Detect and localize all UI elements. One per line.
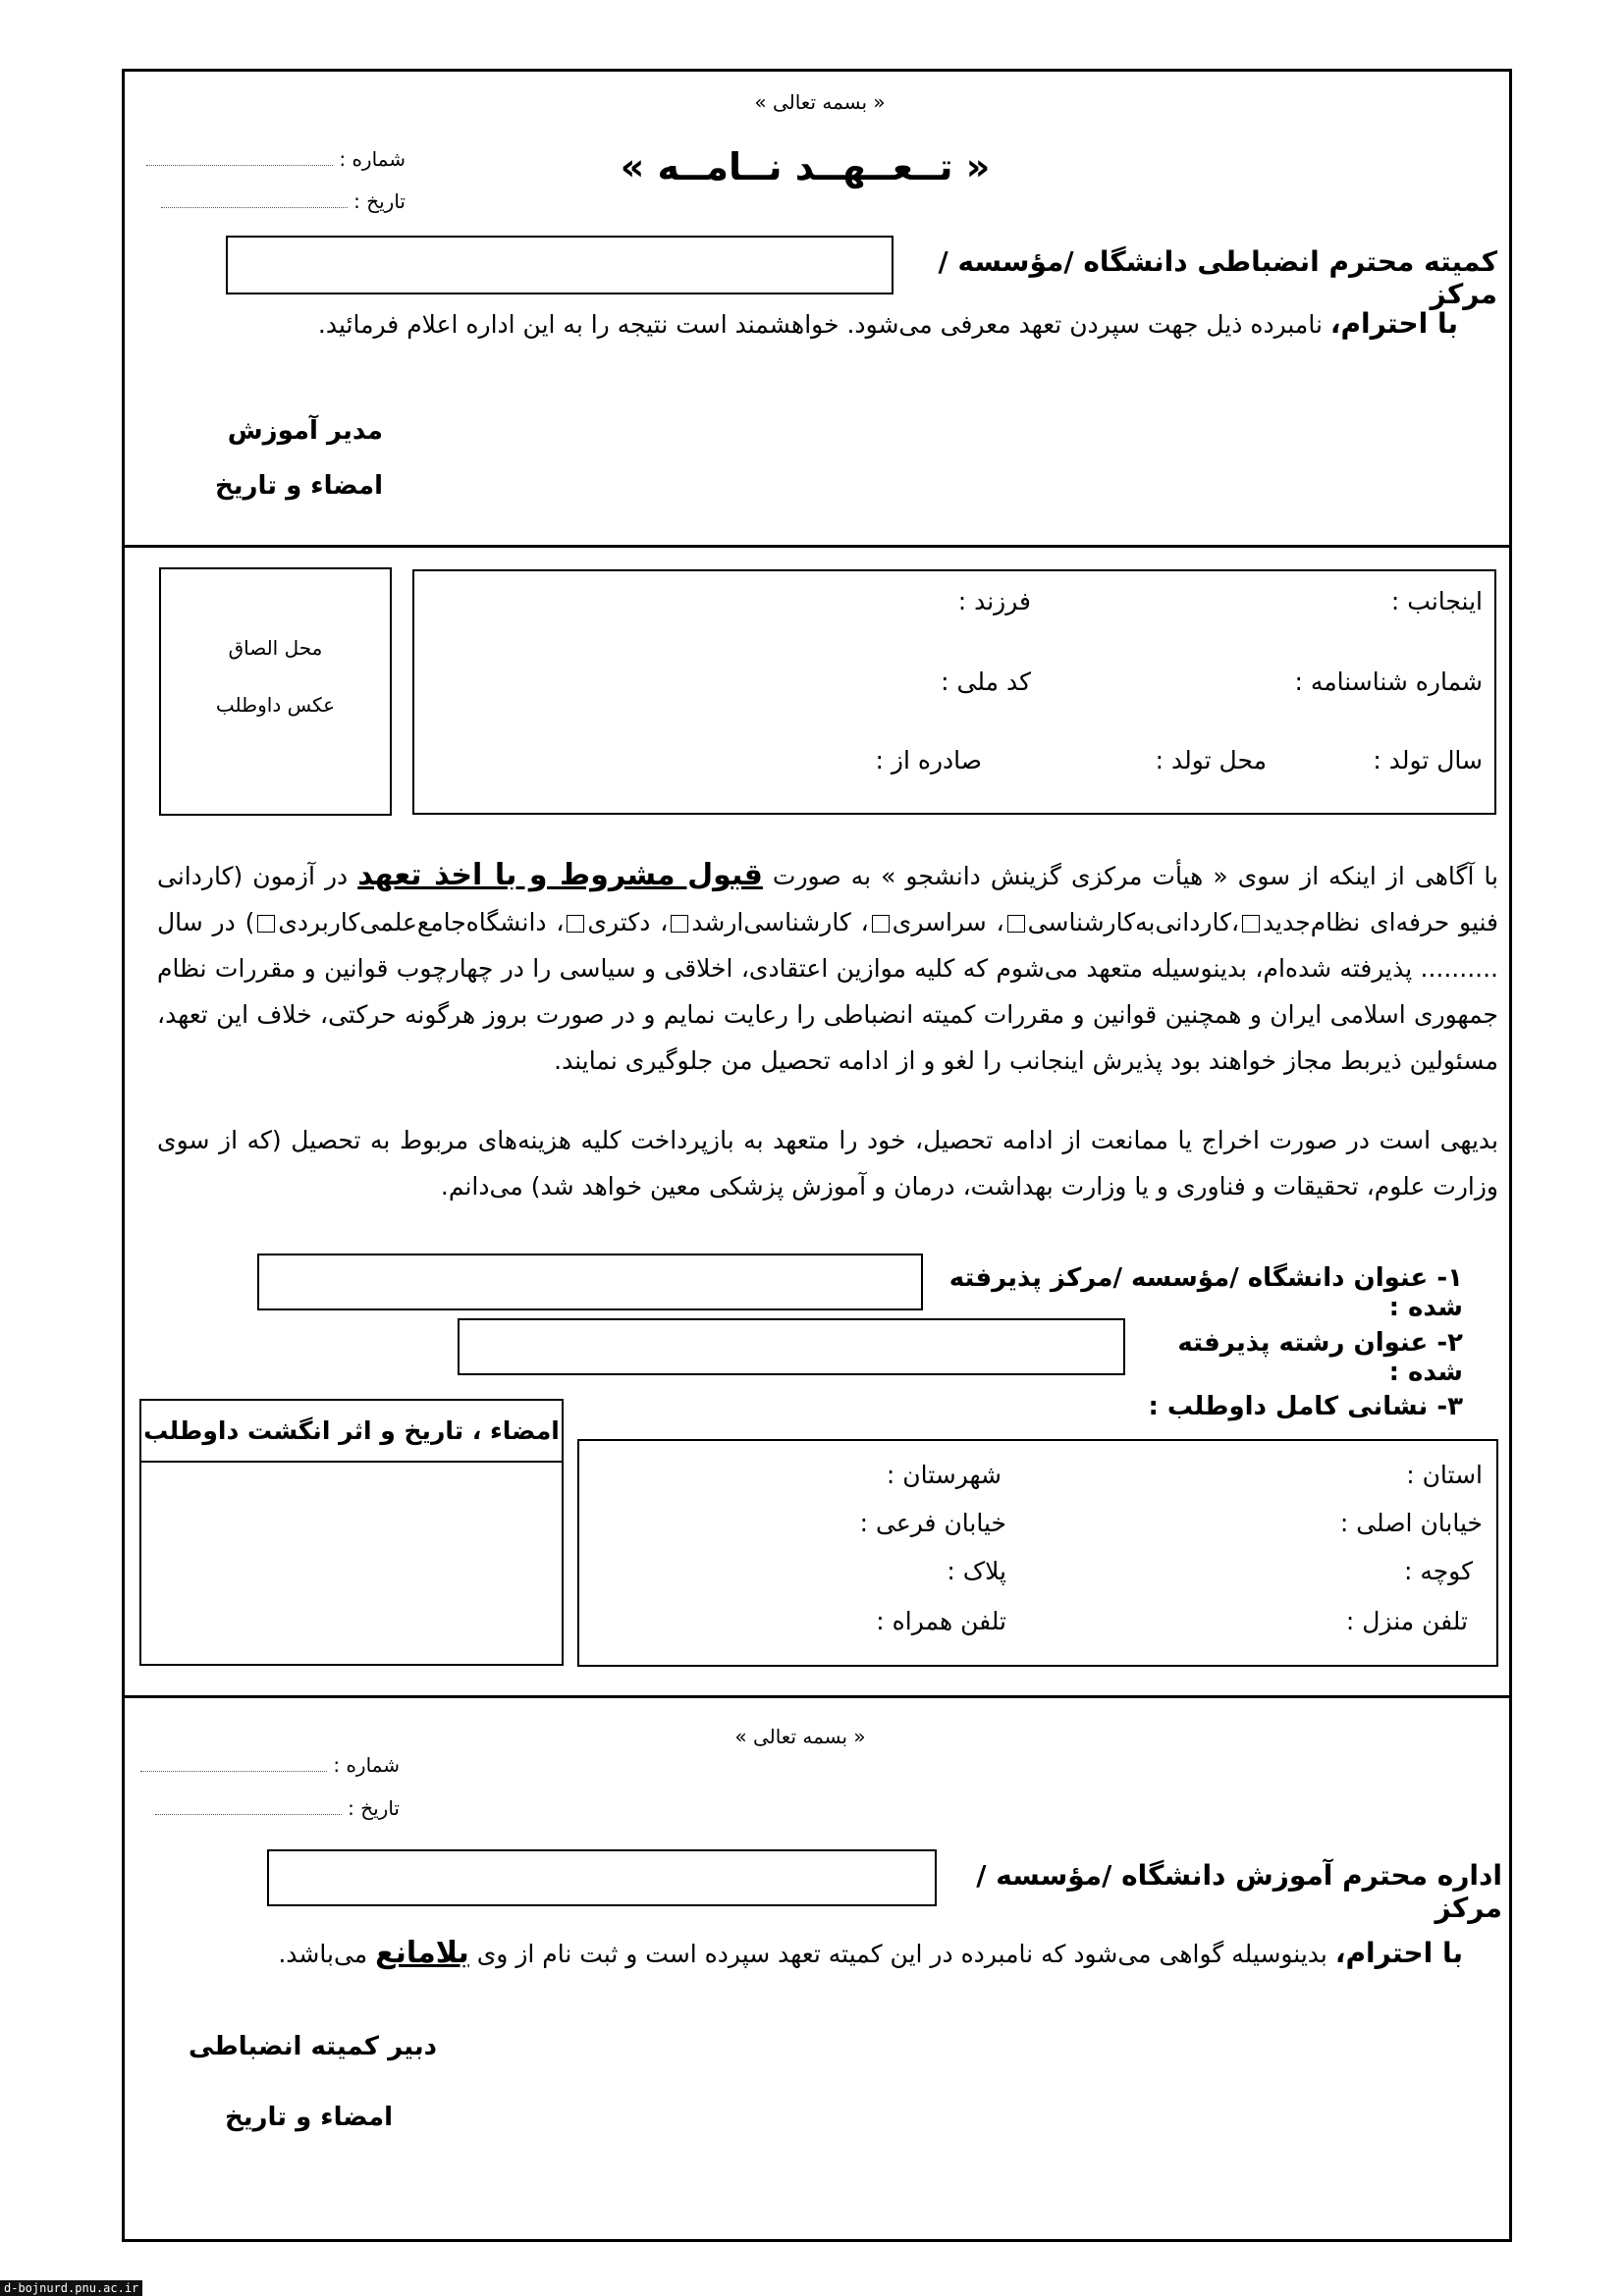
document-title: « تــعــهــد نــامــه » bbox=[620, 145, 991, 188]
section3-greeting bbox=[196, 1936, 1463, 1970]
number-label-bottom: شماره : bbox=[333, 1753, 400, 1777]
checkbox-applied-science[interactable] bbox=[257, 915, 275, 933]
checkbox-national[interactable] bbox=[872, 915, 890, 933]
pledge-text-a: با آگاهی از اینکه از سوی « هیأت مرکزی گزینش دانشجو » به صورت bbox=[762, 862, 1498, 890]
section3-keyword: بلامانع bbox=[375, 1936, 469, 1970]
footer-url: d-bojnurd.pnu.ac.ir bbox=[0, 2280, 142, 2296]
date-field[interactable] bbox=[145, 189, 406, 213]
date-field-bottom[interactable] bbox=[139, 1796, 400, 1820]
checkbox-masters[interactable] bbox=[671, 915, 688, 933]
pledge-paragraph-1 bbox=[157, 852, 1498, 1084]
section1-addressee: کمیته محترم انضباطی دانشگاه /مؤسسه /مرکز bbox=[938, 245, 1497, 310]
pledge-keyword: قبول مشروط و با اخذ تعهد bbox=[357, 858, 763, 892]
university-input[interactable] bbox=[257, 1254, 923, 1310]
identity-national-code[interactable]: کد ملی : bbox=[941, 667, 1031, 696]
number-label: شماره : bbox=[339, 147, 406, 171]
field-major-label: ۲- عنوان رشته پذیرفته شده : bbox=[1177, 1328, 1463, 1387]
number-field[interactable] bbox=[145, 147, 406, 171]
identity-child-of[interactable]: فرزند : bbox=[957, 587, 1031, 615]
address-plaque[interactable]: پلاک : bbox=[947, 1557, 1006, 1585]
section1-greeting bbox=[167, 307, 1458, 340]
section1-signer-title: مدیر آموزش bbox=[227, 416, 383, 446]
identity-id-number[interactable]: شماره شناسنامه : bbox=[1294, 667, 1483, 696]
date-dots-bottom bbox=[155, 1800, 342, 1815]
section3-greeting-end: می‌باشد. bbox=[278, 1940, 376, 1968]
section1-greeting-bold: با احترام، bbox=[1329, 307, 1458, 340]
signature-box-divider bbox=[139, 1461, 564, 1463]
pledge-paragraph-2: بدیهی است در صورت اخراج یا ممانعت از ادامه تحصیل، خود را متعهد به بازپرداخت کلیه هزینه‌های مربوط به تحصیل (که از سوی وزارت علوم، تحقیقات و فناوری و یا وزارت بهداشت، درمان و آموزش پزشکی معین خواهد شد) می‌دانم. bbox=[157, 1126, 1498, 1201]
section1-greeting-text: نامبرده ذیل جهت سپردن تعهد معرفی می‌شود. خواهشمند است نتیجه را به این اداره اعلام فرمائید. bbox=[317, 310, 1330, 339]
option-national: ، سراسری bbox=[892, 908, 1004, 936]
option-applied-science: ، دانشگاه‌جامع‌علمی‌کاربردی bbox=[278, 908, 565, 936]
photo-box-line1: محل الصاق bbox=[228, 636, 323, 660]
section3-greeting-text: بدینوسیله گواهی می‌شود که نامبرده در این کمیته تعهد سپرده است و ثبت نام از وی bbox=[468, 1940, 1335, 1968]
photo-box-line2: عکس داوطلب bbox=[215, 693, 336, 717]
number-field-bottom[interactable] bbox=[139, 1753, 400, 1777]
section-divider-1 bbox=[122, 545, 1512, 548]
identity-issued-from[interactable]: صادره از : bbox=[875, 746, 982, 774]
option-masters: ، کارشناسی‌ارشد bbox=[691, 908, 869, 936]
section3-institution-input[interactable] bbox=[267, 1849, 937, 1906]
date-dots bbox=[161, 193, 348, 208]
address-main-street[interactable]: خیابان اصلی : bbox=[1339, 1509, 1483, 1537]
section-divider-2 bbox=[122, 1695, 1512, 1698]
address-alley[interactable]: کوچه : bbox=[1403, 1557, 1473, 1585]
pledge-text-c: ) در سال .......... پذیرفته شده‌ام، بدینوسیله متعهد می‌شوم که کلیه موازین اعتقادی، اخلاقی و سیاسی را در چهارچوب قوانین و مقررات نظام جمهوری اسلامی ایران و همچنین قوانین و مقررات کمیته انضباطی را رعایت نمایم و در صورت بروز هرگونه حرکتی، خلاف این تعهد، مسئولین ذیربط مجاز خواهند بود پذیرش اینجانب را لغو و از ادامه تحصیل من جلوگیری نمایند. bbox=[157, 908, 1498, 1075]
field-address-label: ۳- نشانی کامل داوطلب : bbox=[1148, 1392, 1463, 1421]
section3-signer-sign: امضاء و تاریخ bbox=[225, 2103, 393, 2132]
bismillah-bottom: « بسمه تعالی » bbox=[734, 1725, 866, 1748]
checkbox-associate-to-bachelor[interactable] bbox=[1007, 915, 1025, 933]
major-input[interactable] bbox=[458, 1318, 1125, 1375]
address-home-phone[interactable]: تلفن منزل : bbox=[1345, 1607, 1468, 1635]
number-dots-bottom bbox=[140, 1757, 327, 1772]
pledge-text-b: در آزمون (کاردانی فنیو حرفه‌ای نظام‌جدید bbox=[157, 862, 1498, 936]
date-label: تاریخ : bbox=[353, 189, 406, 213]
section3-signer-title: دبیر کمیته انضباطی bbox=[188, 2032, 437, 2061]
date-label-bottom: تاریخ : bbox=[348, 1796, 400, 1820]
address-mobile[interactable]: تلفن همراه : bbox=[876, 1607, 1006, 1635]
address-side-street[interactable]: خیابان فرعی : bbox=[859, 1509, 1006, 1537]
section1-signer-sign: امضاء و تاریخ bbox=[215, 471, 383, 501]
address-province[interactable]: استان : bbox=[1406, 1461, 1483, 1489]
number-dots bbox=[146, 151, 333, 166]
address-city[interactable]: شهرستان : bbox=[886, 1461, 1001, 1489]
option-associate-to-bachelor: ،کاردانی‌به‌کارشناسی bbox=[1027, 908, 1240, 936]
checkbox-vocational[interactable] bbox=[1242, 915, 1260, 933]
identity-birth-year[interactable]: سال تولد : bbox=[1373, 746, 1483, 774]
photo-box[interactable] bbox=[159, 567, 392, 816]
section1-institution-input[interactable] bbox=[226, 236, 893, 294]
checkbox-phd[interactable] bbox=[567, 915, 584, 933]
identity-name[interactable]: اینجانب : bbox=[1390, 587, 1483, 615]
bismillah-top: « بسمه تعالی » bbox=[754, 90, 886, 114]
identity-birth-place[interactable]: محل تولد : bbox=[1155, 746, 1267, 774]
signature-box-title: امضاء ، تاریخ و اثر انگشت داوطلب bbox=[143, 1416, 560, 1445]
field-university-label: ۱- عنوان دانشگاه /مؤسسه /مرکز پذیرفته شده : bbox=[948, 1263, 1463, 1322]
section3-greeting-bold: با احترام، bbox=[1334, 1937, 1463, 1969]
section3-addressee: اداره محترم آموزش دانشگاه /مؤسسه /مرکز bbox=[976, 1859, 1502, 1924]
option-phd: ، دکتری bbox=[587, 908, 669, 936]
